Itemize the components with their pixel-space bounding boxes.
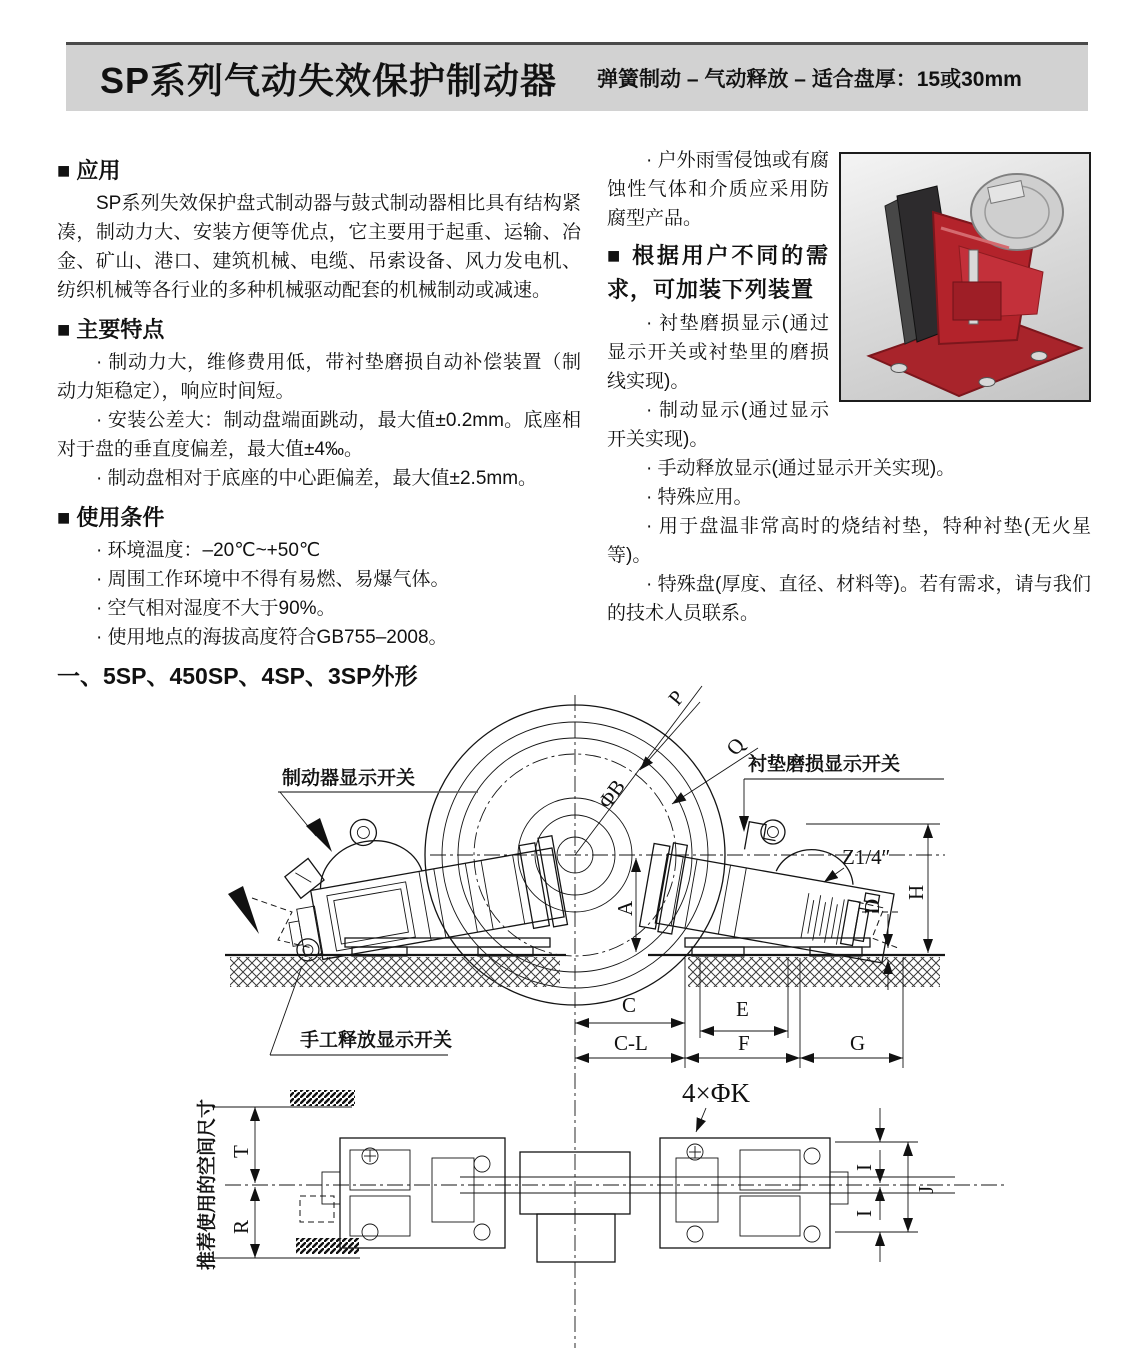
right-caliper bbox=[639, 800, 903, 971]
dim-R: R bbox=[229, 1219, 253, 1234]
dim-C: C bbox=[622, 993, 637, 1017]
dim-phiB: ΦB bbox=[593, 774, 630, 813]
outline-section-title: 一、5SP、450SP、4SP、3SP外形 bbox=[57, 663, 418, 689]
dim-J: J bbox=[914, 1185, 938, 1194]
text-columns bbox=[57, 146, 1091, 652]
page-header bbox=[66, 42, 1088, 111]
dim-CL: C-L bbox=[614, 1031, 648, 1055]
features-heading: ■ 主要特点 bbox=[57, 317, 165, 342]
clearance-block-bottom bbox=[296, 1238, 359, 1254]
ground bbox=[225, 955, 945, 987]
dim-P: P bbox=[663, 685, 690, 710]
condition-item: · 空气相对湿度不大于90%。 bbox=[95, 598, 336, 619]
dim-I-upper: I bbox=[852, 1164, 876, 1171]
condition-item: · 周围工作环境中不得有易燃、易爆气体。 bbox=[95, 569, 450, 590]
brake-product-illustration bbox=[841, 154, 1089, 400]
option-item: · 手动释放显示(通过显示开关实现)。 bbox=[645, 458, 956, 479]
dim-G: G bbox=[850, 1031, 866, 1055]
radial-dims bbox=[593, 686, 758, 813]
space-note-label: 推荐使用的空间尺寸 bbox=[197, 1098, 218, 1270]
option-item: · 特殊盘(厚度、直径、材料等)。若有需求，请与我们的技术人员联系。 bbox=[607, 574, 1091, 624]
dim-A: A bbox=[613, 900, 637, 916]
feature-item: · 制动盘相对于底座的中心距偏差，最大值±2.5mm。 bbox=[95, 468, 538, 489]
option-item: · 用于盘温非常高时的烧结衬垫，特种衬垫(无火星等)。 bbox=[607, 516, 1091, 566]
dim-E: E bbox=[736, 997, 749, 1021]
left-column bbox=[57, 146, 581, 652]
page-title: SP系列气动失效保护制动器 bbox=[100, 59, 558, 101]
callout-brake-switch bbox=[278, 766, 478, 852]
applications-heading: ■ 应用 bbox=[57, 158, 121, 183]
dim-F: F bbox=[738, 1031, 750, 1055]
callout-thread bbox=[824, 845, 890, 882]
dim-H: H bbox=[904, 884, 928, 900]
option-item: · 制动显示(通过显示开关实现)。 bbox=[607, 400, 829, 450]
clearance-block-top bbox=[290, 1090, 355, 1106]
options-heading: ■ 根据用户不同的需求，可加装下列装置 bbox=[607, 243, 829, 302]
dim-I-lower: I bbox=[852, 1210, 876, 1217]
brake-switch-label: 制动器显示开关 bbox=[282, 768, 416, 789]
option-item: · 衬垫磨损显示(通过显示开关或衬垫里的磨损线实现)。 bbox=[607, 313, 829, 392]
option-item: · 特殊应用。 bbox=[645, 487, 753, 508]
right-column bbox=[607, 146, 1091, 652]
option-top-item: · 户外雨雪侵蚀或有腐蚀性气体和介质应采用防腐型产品。 bbox=[607, 150, 829, 229]
condition-item: · 环境温度：–20℃~+50℃ bbox=[95, 540, 321, 561]
manual-release-switch-label: 手工释放显示开关 bbox=[300, 1030, 453, 1051]
dim-Q: Q bbox=[721, 732, 750, 760]
plan-left-unit bbox=[300, 1138, 505, 1248]
condition-item: · 使用地点的海拔高度符合GB755–2008。 bbox=[95, 627, 448, 648]
feature-item: · 安装公差大：制动盘端面跳动，最大值±0.2mm。底座相对于盘的垂直度偏差，最大值±4‰。 bbox=[57, 410, 581, 460]
pad-wear-switch-label: 衬垫磨损显示开关 bbox=[748, 754, 901, 775]
dim-bolt: 4×ΦK bbox=[682, 1078, 750, 1108]
outline-diagram bbox=[0, 675, 1145, 1355]
release-arrow bbox=[228, 886, 259, 934]
thread-label: Z1/4″ bbox=[842, 845, 891, 869]
left-caliper bbox=[228, 788, 567, 972]
feature-item: · 制动力大，维修费用低，带衬垫磨损自动补偿装置（制动力矩稳定），响应时间短。 bbox=[57, 352, 581, 402]
page-subtitle: 弹簧制动 – 气动释放 – 适合盘厚：15或30mm bbox=[597, 68, 1022, 91]
dim-D: D bbox=[860, 898, 884, 914]
dim-T: T bbox=[229, 1145, 253, 1158]
product-photo bbox=[839, 152, 1091, 402]
applications-body: SP系列失效保护盘式制动器与鼓式制动器相比具有结构紧凑，制动力大、安装方便等优点，它主要用于起重、运输、冶金、矿山、港口、建筑机械、电缆、吊索设备、风力发电机、纺织机械等各行业的多种机械驱动配套的机械制动或减速。 bbox=[57, 193, 581, 301]
conditions-heading: ■ 使用条件 bbox=[57, 505, 165, 530]
